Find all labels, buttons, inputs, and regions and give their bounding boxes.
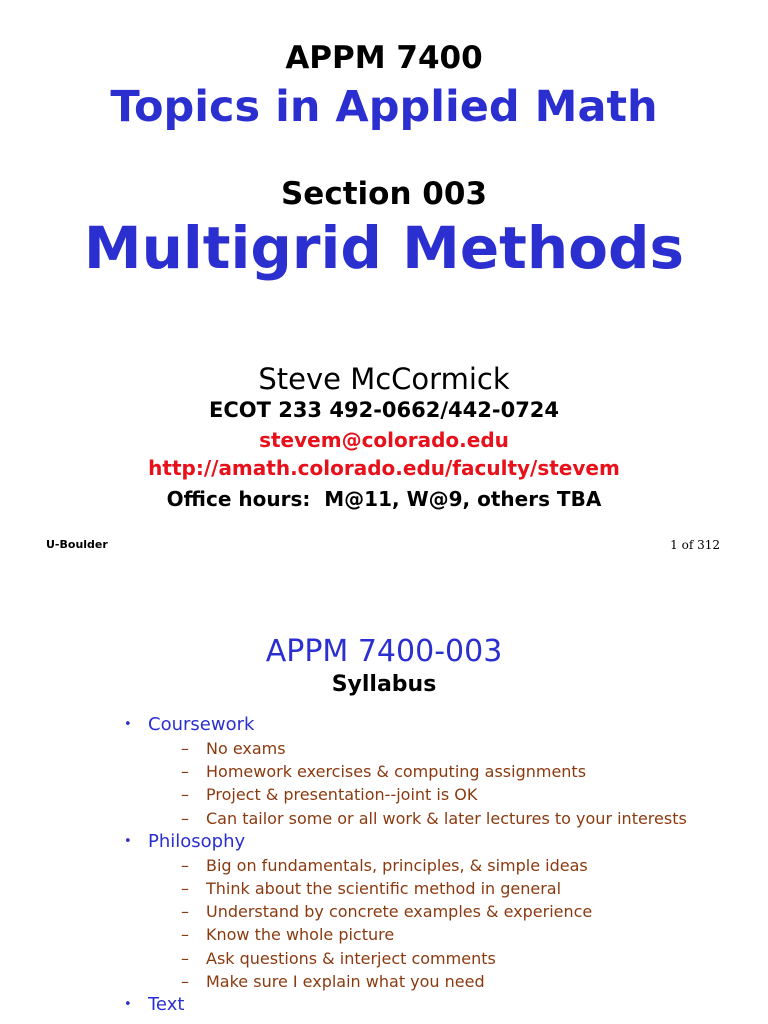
course-code: APPM 7400 <box>285 40 483 76</box>
section-title: Multigrid Methods <box>83 214 685 282</box>
office-info: ECOT 233 492-0662/442-0724 <box>208 398 560 422</box>
dash-bullet-icon: – <box>181 739 189 758</box>
list-item-text: Homework exercises & computing assignments <box>206 762 587 782</box>
list-item-text: Big on fundamentals, principles, & simple ideas <box>206 855 588 875</box>
bullet-icon: • <box>124 833 132 849</box>
topic-label: Philosophy <box>148 830 246 852</box>
topic-items <box>148 737 742 830</box>
list-item-text: No exams <box>206 739 286 758</box>
list-item <box>148 947 742 970</box>
dash-bullet-icon: – <box>181 785 189 805</box>
dash-bullet-icon: – <box>181 879 189 899</box>
dash-bullet-icon: – <box>181 808 189 828</box>
list-item <box>148 970 742 993</box>
syllabus-topic <box>122 830 742 993</box>
list-item <box>148 900 742 923</box>
topic-items <box>148 854 742 993</box>
list-item <box>148 737 742 760</box>
course-title: Topics in Applied Math <box>110 82 658 132</box>
list-item-text: Ask questions & interject comments <box>206 948 496 968</box>
list-item <box>148 923 742 946</box>
email-address: stevem@colorado.edu <box>259 428 509 452</box>
list-item-text: Know the whole picture <box>206 925 395 945</box>
list-item <box>148 877 742 900</box>
section-label: Section 003 <box>280 176 488 212</box>
list-item <box>148 807 742 830</box>
syllabus-topic <box>122 993 742 1017</box>
syllabus-outline <box>122 713 742 1017</box>
bullet-icon: • <box>124 997 132 1013</box>
list-item <box>148 854 742 877</box>
dash-bullet-icon: – <box>181 925 189 945</box>
dash-bullet-icon: – <box>181 762 189 782</box>
list-item-text: Can tailor some or all work & later lectures to your interests <box>206 808 687 828</box>
dash-bullet-icon: – <box>181 855 189 875</box>
list-item-text: Project & presentation--joint is OK <box>206 785 478 805</box>
list-item <box>148 760 742 783</box>
footer-affiliation: U-Boulder <box>46 538 108 551</box>
list-item <box>148 783 742 806</box>
dash-bullet-icon: – <box>181 948 189 968</box>
instructor-name: Steve McCormick <box>258 362 510 396</box>
bullet-icon: • <box>124 717 132 732</box>
syllabus-topic <box>122 713 742 830</box>
syllabus-heading: Syllabus <box>331 672 437 697</box>
office-hours: Office hours: M@11, W@9, others TBA <box>166 487 602 511</box>
topic-label: Text <box>148 994 185 1016</box>
list-item-text: Think about the scientific method in general <box>206 879 562 899</box>
topic-label: Coursework <box>148 714 255 735</box>
list-item-text: Make sure I explain what you need <box>206 971 485 991</box>
website-url: http://amath.colorado.edu/faculty/stevem <box>148 456 620 480</box>
syllabus-course-code: APPM 7400-003 <box>265 634 503 669</box>
dash-bullet-icon: – <box>181 902 189 922</box>
list-item-text: Understand by concrete examples & experience <box>206 902 593 922</box>
page-number: 1 of 312 <box>670 538 720 552</box>
dash-bullet-icon: – <box>181 971 189 991</box>
